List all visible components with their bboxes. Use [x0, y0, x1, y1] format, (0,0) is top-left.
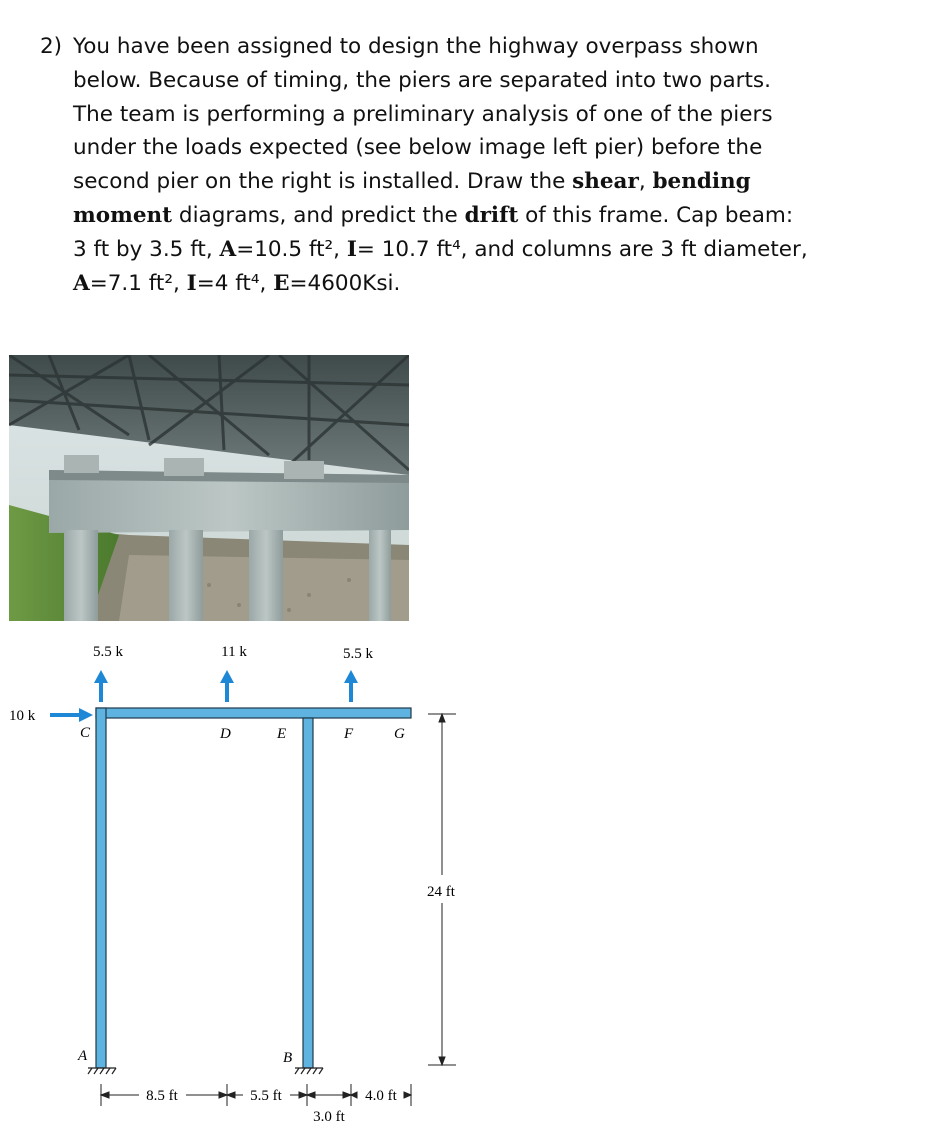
- problem-line-7: 3 ft by 3.5 ft, A=10.5 ft², I= 10.7 ft⁴, and columns are 3 ft diameter,: [73, 237, 808, 262]
- problem-number: 2): [40, 34, 63, 59]
- frame-members: [96, 708, 411, 1068]
- load-label-middle: 11 k: [221, 644, 247, 660]
- problem-line-5: second pier on the right is installed. Draw the shear, bending: [73, 169, 751, 194]
- point-e: E: [277, 726, 287, 742]
- problem-line-3: The team is performing a preliminary analysis of one of the piers: [73, 102, 773, 127]
- problem-line-6: moment diagrams, and predict the drift of this frame. Cap beam:: [73, 203, 794, 228]
- point-b: B: [283, 1050, 293, 1066]
- problem-line-2: below. Because of timing, the piers are separated into two parts.: [73, 68, 771, 93]
- cap-beam: [96, 708, 411, 718]
- point-a: A: [78, 1048, 88, 1064]
- support-b: [295, 1068, 323, 1074]
- dim-8-5ft: 8.5 ft: [146, 1088, 178, 1104]
- load-label-left: 5.5 k: [93, 644, 123, 660]
- dim-4-0ft: 4.0 ft: [365, 1088, 397, 1104]
- lateral-load-arrow: [50, 708, 93, 722]
- problem-line-8: A=7.1 ft², I=4 ft⁴, E=4600Ksi.: [73, 271, 401, 296]
- point-f: F: [344, 726, 354, 742]
- problem-line-4: under the loads expected (see below image left pier) before the: [73, 135, 763, 160]
- load-label-right: 5.5 k: [343, 646, 373, 662]
- load-label-lateral: 10 k: [9, 708, 36, 724]
- point-d: D: [220, 726, 231, 742]
- dim-3-0ft: 3.0 ft: [313, 1109, 345, 1125]
- load-arrow-middle: [220, 670, 234, 702]
- problem-line-1: You have been assigned to design the highway overpass shown: [73, 34, 759, 59]
- load-arrow-right: [344, 670, 358, 702]
- point-g: G: [394, 726, 405, 742]
- left-column: [96, 708, 106, 1068]
- load-arrow-left: [94, 670, 108, 702]
- frame-diagram: [0, 625, 480, 1142]
- height-label: 24 ft: [427, 884, 455, 900]
- support-a: [88, 1068, 116, 1074]
- point-c: C: [80, 725, 91, 741]
- overpass-photo: [9, 355, 409, 621]
- right-column: [303, 718, 313, 1068]
- dim-5-5ft: 5.5 ft: [250, 1088, 282, 1104]
